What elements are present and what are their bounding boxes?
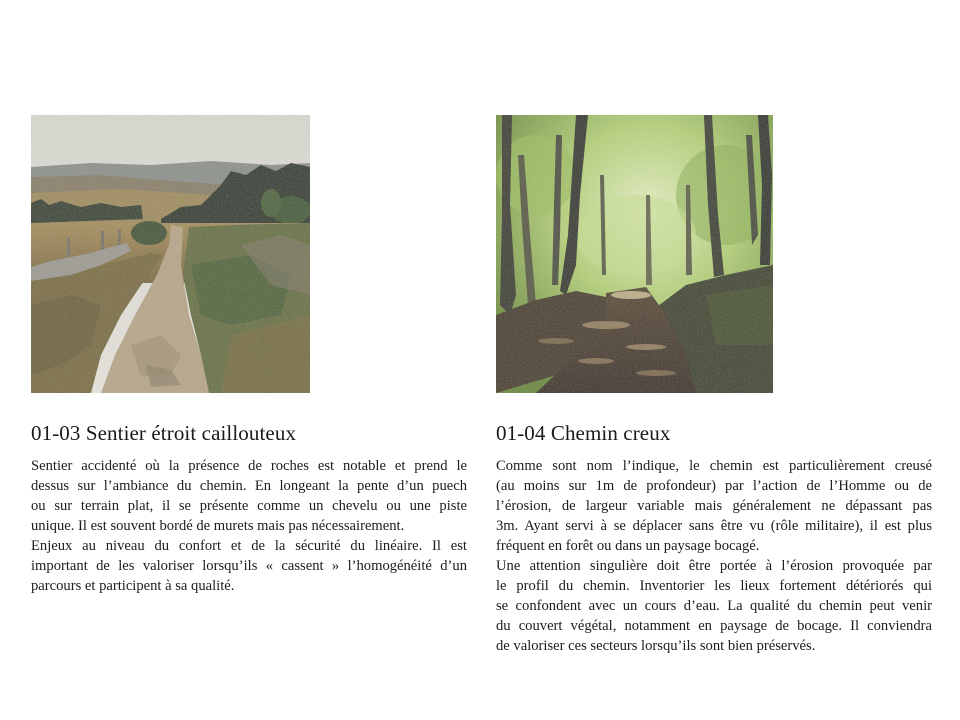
forest-sunken-path-photo — [496, 115, 773, 393]
section-description — [496, 456, 932, 656]
text-line: l’érosion, de largeur variable mais généralement ne dépassant pas — [496, 498, 932, 514]
text-line: Comme sont nom l’indique, le chemin est particulièrement creusé — [496, 458, 932, 474]
text-line: de valoriser ces secteurs lorsqu’ils sont bien préservés. — [496, 638, 816, 654]
section-description — [31, 456, 467, 596]
section-title: 01-04 Chemin creux — [496, 421, 671, 445]
section-title: 01-03 Sentier étroit caillouteux — [31, 421, 297, 445]
text-line: (au moins sur 1m de profondeur) par l’action de l’Homme ou de — [496, 478, 932, 494]
text-line: unique. Il est souvent bordé de murets mais pas nécessairement. — [31, 518, 405, 534]
text-line: le profil du chemin. Inventorier les lieux fortement détériorés qui — [496, 578, 932, 594]
text-line: se confondent avec un cours d’eau. La qualité du chemin peut venir — [496, 598, 932, 614]
section-sentier-etroit — [31, 115, 467, 594]
moorland-path-illustration — [31, 115, 310, 393]
section-chemin-creux — [496, 115, 932, 654]
text-line: parcours et participent à sa qualité. — [31, 578, 235, 594]
text-line: du couvert végétal, notamment en paysage de bocage. Il conviendra — [496, 618, 932, 634]
text-line: dessus sur l’ambiance du chemin. En longeant la pente d’un puech — [31, 478, 467, 494]
text-line: Sentier accidenté où la présence de roches est notable et prend le — [31, 458, 467, 474]
moorland-path-photo — [31, 115, 310, 393]
forest-path-illustration — [496, 115, 773, 393]
text-line: Enjeux au niveau du confort et de la sécurité du linéaire. Il est — [31, 538, 467, 554]
text-line: Une attention singulière doit être portée à l’érosion provoquée par — [496, 558, 932, 574]
text-line: fréquent en forêt ou dans un paysage bocagé. — [496, 538, 760, 554]
text-line: important de les valoriser lorsqu’ils « cassent » l’homogénéité d’un — [31, 558, 467, 574]
text-line: 3m. Ayant servi à se déplacer sans être vu (rôle militaire), il est plus — [496, 518, 932, 534]
text-line: ou sur terrain plat, il se présente comme un chevelu ou une piste — [31, 498, 467, 514]
